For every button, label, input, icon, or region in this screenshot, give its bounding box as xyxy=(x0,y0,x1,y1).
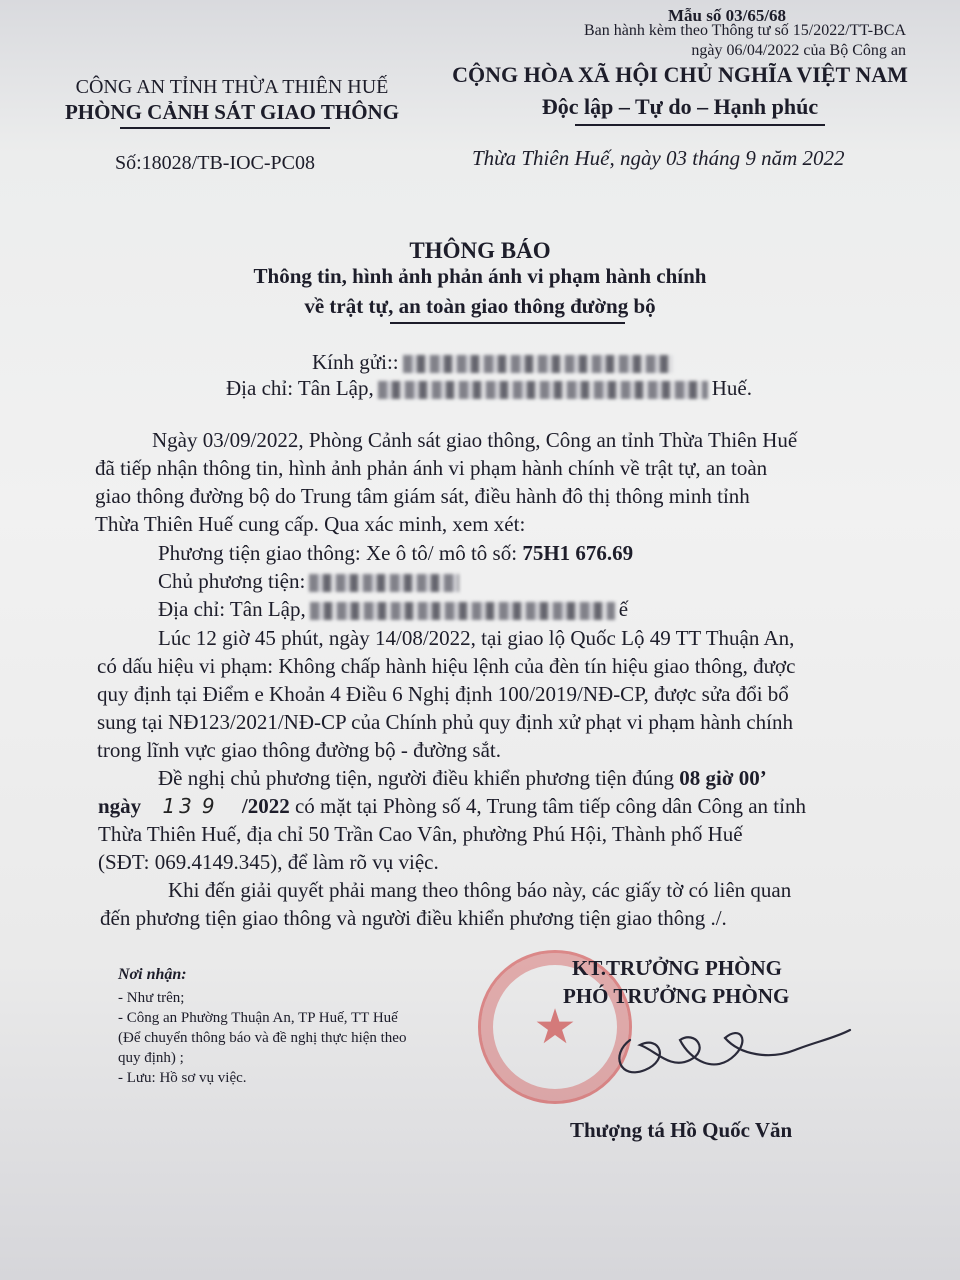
document-number: Số:18028/TB-IOC-PC08 xyxy=(115,152,316,174)
recipients-item-3: - Lưu: Hồ sơ vụ việc. xyxy=(118,1070,247,1086)
paragraph-3-line-4: (SĐT: 069.4149.345), để làm rõ vụ việc. xyxy=(98,850,439,874)
recipient-address-line xyxy=(226,376,752,401)
redacted-owner-address xyxy=(310,602,615,620)
appointment-time: 08 giờ 00’ xyxy=(679,766,767,790)
owner-line xyxy=(158,569,463,594)
paragraph-2-line-4: sung tại NĐ123/2021/NĐ-CP của Chính phủ quy định xử phạt vi phạm hành chính xyxy=(97,710,793,734)
paragraph-2-line-3: quy định tại Điểm e Khoản 4 Điều 6 Nghị định 100/2019/NĐ-CP, được sửa đổi bổ xyxy=(97,682,789,706)
notice-title: THÔNG BÁO xyxy=(409,238,551,263)
paragraph-3-line-3: Thừa Thiên Huế, địa chỉ 50 Trần Cao Vân, phường Phú Hội, Thành phố Huế xyxy=(98,822,743,846)
agency-underline xyxy=(120,127,330,129)
recipients-label: Nơi nhận: xyxy=(118,966,187,983)
appointment-request: Đề nghị chủ phương tiện, người điều khiển phương tiện đúng xyxy=(158,766,674,790)
place-and-date: Thừa Thiên Huế, ngày 03 tháng 9 năm 2022 xyxy=(472,146,845,170)
owner-address-tail: ế xyxy=(618,597,629,621)
recipients-item-1: - Như trên; xyxy=(118,990,185,1006)
recipient-line xyxy=(312,350,677,375)
paragraph-1-line-1: Ngày 03/09/2022, Phòng Cảnh sát giao thông, Công an tỉnh Thừa Thiên Huế xyxy=(152,428,798,452)
paragraph-2-line-2: có dấu hiệu vi phạm: Không chấp hành hiệu lệnh của đèn tín hiệu giao thông, được xyxy=(97,654,796,678)
recipient-address-tail: Huế. xyxy=(711,376,752,400)
paragraph-3-line-1 xyxy=(158,766,767,791)
signer-title-1: KT.TRƯỞNG PHÒNG xyxy=(572,956,782,980)
national-motto: Độc lập – Tự do – Hạnh phúc xyxy=(541,94,819,119)
agency-unit: PHÒNG CẢNH SÁT GIAO THÔNG xyxy=(64,100,400,124)
notice-subtitle-2: về trật tự, an toàn giao thông đường bộ xyxy=(304,294,656,318)
vehicle-line xyxy=(158,541,633,566)
notice-subtitle-1: Thông tin, hình ảnh phản ánh vi phạm hành chính xyxy=(253,264,707,288)
form-reference-line: Ban hành kèm theo Thông tư số 15/2022/TT-BCA xyxy=(584,22,906,39)
recipient-address-label: Địa chỉ: Tân Lập, xyxy=(226,376,374,400)
paragraph-1-line-2: đã tiếp nhận thông tin, hình ảnh phản ánh vi phạm hành chính về trật tự, an toàn xyxy=(95,456,768,480)
paragraph-4-line-2: đến phương tiện giao thông và người điều khiển phương tiện giao thông ./. xyxy=(100,906,727,930)
paragraph-3-line-2 xyxy=(98,794,806,819)
redacted-recipient-address xyxy=(378,381,708,399)
paragraph-1-line-3: giao thông đường bộ do Trung tâm giám sát, điều hành đô thị thông minh tỉnh xyxy=(95,484,750,508)
appointment-year: /2022 xyxy=(241,794,290,818)
vehicle-label: Phương tiện giao thông: Xe ô tô/ mô tô số: xyxy=(158,541,518,565)
owner-address-label: Địa chỉ: Tân Lập, xyxy=(158,597,306,621)
owner-label: Chủ phương tiện: xyxy=(158,569,306,593)
recipients-item-2: - Công an Phường Thuận An, TP Huế, TT Huế xyxy=(118,1010,398,1026)
form-code: Mẫu số 03/65/68 xyxy=(668,6,787,25)
recipient-label: Kính gửi:: xyxy=(312,350,399,374)
handwritten-day: 13 xyxy=(162,794,196,818)
title-underline xyxy=(390,322,625,324)
star-icon: ★ xyxy=(533,999,577,1055)
handwritten-month: 9 xyxy=(201,794,219,818)
form-reference-date: ngày 06/04/2022 của Bộ Công an xyxy=(691,42,906,59)
appointment-day-label: ngày xyxy=(98,794,142,818)
appointment-location: có mặt tại Phòng số 4, Trung tâm tiếp công dân Công an tỉnh xyxy=(294,794,806,818)
signer-name: Thượng tá Hồ Quốc Văn xyxy=(570,1118,793,1142)
country-name: CỘNG HÒA XÃ HỘI CHỦ NGHĨA VIỆT NAM xyxy=(452,62,908,87)
agency-parent: CÔNG AN TỈNH THỪA THIÊN HUẾ xyxy=(75,76,389,98)
motto-underline xyxy=(575,124,825,126)
handwritten-signature xyxy=(600,1000,860,1120)
paragraph-1-line-4: Thừa Thiên Huế cung cấp. Qua xác minh, xem xét: xyxy=(95,512,526,536)
recipients-item-2-note: (Để chuyển thông báo và đề nghị thực hiện theo xyxy=(118,1030,407,1046)
vehicle-plate: 75H1 676.69 xyxy=(522,541,634,565)
recipients-item-2-note-cont: quy định) ; xyxy=(118,1050,184,1066)
owner-address-line xyxy=(158,597,628,622)
redacted-owner-name xyxy=(309,574,459,592)
paragraph-4-line-1: Khi đến giải quyết phải mang theo thông báo này, các giấy tờ có liên quan xyxy=(168,878,792,902)
redacted-recipient-name xyxy=(403,355,673,373)
paragraph-2-line-5: trong lĩnh vực giao thông đường bộ - đường sắt. xyxy=(97,738,501,762)
paragraph-2-line-1: Lúc 12 giờ 45 phút, ngày 14/08/2022, tại giao lộ Quốc Lộ 49 TT Thuận An, xyxy=(158,626,795,650)
signer-title-2: PHÓ TRƯỞNG PHÒNG xyxy=(563,984,790,1008)
